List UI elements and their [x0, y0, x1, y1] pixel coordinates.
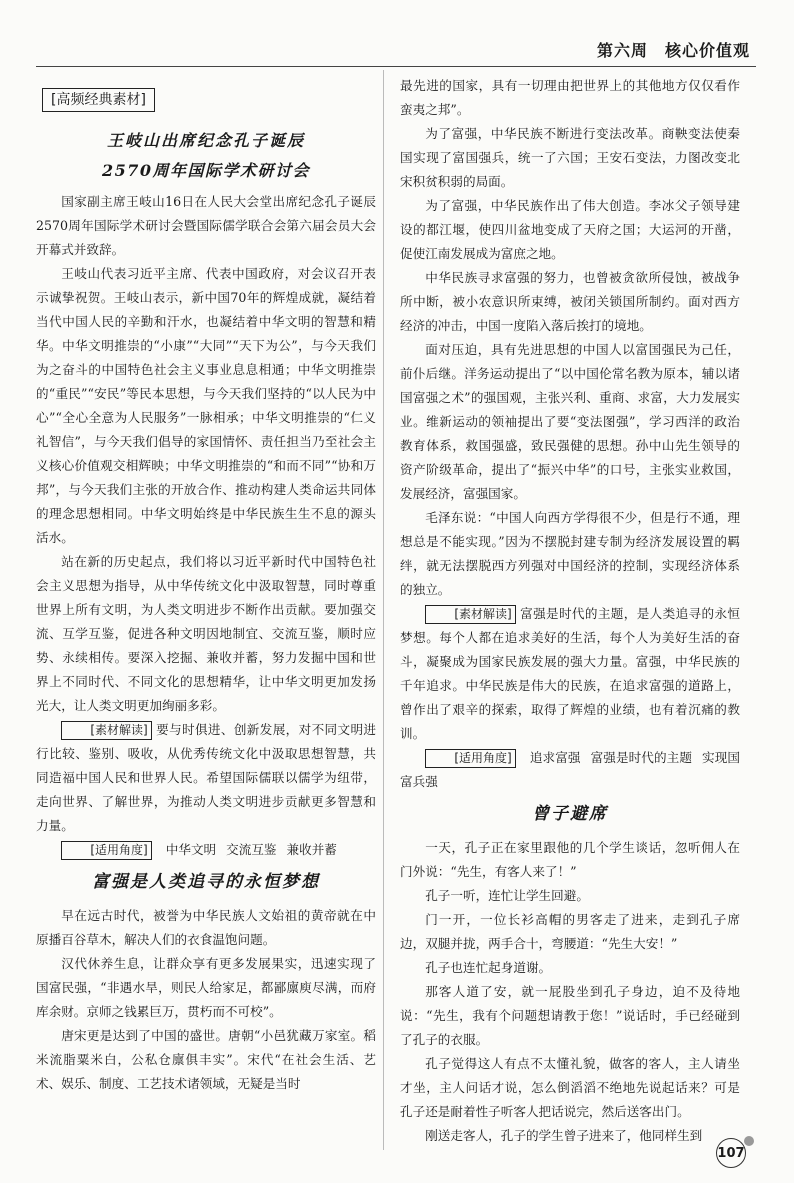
article-title: 曾子避席: [532, 804, 608, 824]
paragraph: 刚送走客人，孔子的学生曾子进来了，他同样生到: [425, 1128, 703, 1143]
paragraph: 那客人道了安，就一屁股坐到孔子身边，迫不及待地说：“先生，我有个问题想请教于您！”说话时，手已经碰到了孔子的衣服。: [400, 984, 740, 1047]
page-number: 107: [716, 1138, 746, 1168]
section-tag: [高频经典素材]: [42, 88, 155, 112]
article-title: 王岐山出席纪念孔子诞辰: [106, 131, 305, 150]
paragraph: 国家副主席王岐山16日在人民大会堂出席纪念孔子诞辰2570周年国际学术研讨会暨国际儒学联合会第六届会员大会开幕式并致辞。: [36, 194, 376, 257]
right-column: [400, 74, 740, 1148]
article-subtitle: 2570周年国际学术研讨会: [101, 161, 311, 180]
paragraph: 孔子也连忙起身道谢。: [425, 960, 552, 975]
paragraph: 为了富强，中华民族作出了伟大创造。李冰父子领导建设的都江堰，使四川盆地变成了天府之国；大运河的开凿，促使江南发展成为富庶之地。: [400, 198, 740, 261]
material-text: 富强是时代的主题，是人类追寻的永恒梦想。每个人都在追求美好的生活，每个人为美好生活的奋斗，凝聚成为国家民族发展的强大力量。富强，中华民族的千年追求。中华民族是伟大的民族，在追求富强的道路上，曾作出了艰辛的探索，取得了辉煌的业绩，也有着沉痛的教训。: [400, 606, 740, 741]
material-label: [素材解读]: [425, 605, 516, 624]
paragraph: 毛泽东说：“中国人向西方学得很不少，但是行不通，理想总是不能实现。”因为不摆脱封建专制为经济发展设置的羁绊，就无法摆脱西方列强对中国经济的控制，实现经济体系的独立。: [400, 510, 740, 597]
paragraph: 中华民族寻求富强的努力，也曾被贪欲所侵蚀，被战争所中断，被小农意识所束缚，被闭关锁国所制约。面对西方经济的冲击，中国一度陷入落后挨打的境地。: [400, 270, 740, 333]
paragraph: 孔子觉得这人有点不太懂礼貌，做客的客人，主人请坐才坐，主人问话才说，怎么倒滔滔不绝地先说起话来？可是孔子还是耐着性子听客人把话说完，然后送客出门。: [400, 1056, 740, 1119]
paragraph: 站在新的历史起点，我们将以习近平新时代中国特色社会主义思想为指导，从中华传统文化中汲取智慧，同时尊重世界上所有文明，为人类文明进步不断作出贡献。要加强交流、互学互鉴，促进各种文明因地制宜、交流互鉴，顺时应势、永续相传。要深入挖掘、兼收并蓄，努力发掘中国和世界上不同时代、不同文化的思想精华，让中华文明更加发扬光大，让人类文明更加绚丽多彩。: [36, 554, 376, 713]
paragraph-continued: 最先进的国家，具有一切理由把世界上的其他地方仅仅看作蛮夷之邦”。: [400, 78, 740, 117]
material-label: [素材解读]: [61, 721, 152, 740]
paragraph: 王岐山代表习近平主席、代表中国政府，对会议召开表示诚挚祝贺。王岐山表示，新中国70年的辉煌成就，凝结着当代中国人民的辛勤和汗水，也凝结着中华文明的智慧和精华。中华文明推崇的“小康”“大同”“天下为公”，与今天我们为之奋斗的中国特色社会主义事业息息相通；中华文明推崇的“重民”“安民”等民本思想，与今天我们坚持的“以人民为中心”“全心全意为人民服务”一脉相承；中华文明推崇的“仁义礼智信”，与今天我们倡导的家国情怀、责任担当乃至社会主义核心价值观交相辉映；中华文明推崇的“和而不同”“协和万邦”，与今天我们主张的开放合作、推动构建人类命运共同体的理念思想相同。中华文明始终是中华民族生生不息的源头活水。: [36, 266, 376, 545]
angle-keyword: 富强是时代的主题: [590, 750, 693, 765]
material-interpretation: [400, 602, 740, 746]
paragraph: 门一开，一位长衫高帽的男客走了进来，走到孔子席边，双腿并拢，两手合十，弯腰道：“先生大安！”: [400, 912, 740, 951]
paragraph: 唐宋更是达到了中国的盛世。唐朝“小邑犹藏万家室。稻米流脂粟米白，公私仓廪俱丰实”。宋代“在社会生活、艺术、娱乐、制度、工艺技术诸领域，无疑是当时: [36, 1028, 376, 1091]
column-divider: [383, 70, 384, 1150]
left-column: [36, 74, 376, 1096]
material-interpretation: [36, 718, 376, 838]
paragraph: 汉代休养生息，让群众享有更多发展果实，迅速实现了国富民强，“非遇水旱，则民人给家足，都鄙廪庾尽满，而府库余财。京师之钱累巨万，贯朽而不可校”。: [36, 956, 376, 1019]
applicable-angles: [400, 746, 740, 794]
applicable-angles: [36, 838, 376, 862]
paragraph: 一天，孔子正在家里跟他的几个学生谈话，忽听佣人在门外说：“先生，有客人来了！”: [400, 840, 740, 879]
angle-keyword: 实现国富兵强: [400, 750, 741, 789]
angle-label: [适用角度]: [425, 749, 516, 768]
paragraph: 早在远古时代，被誉为中华民族人文始祖的黄帝就在中原播百谷草木，解决人们的衣食温饱问题。: [36, 908, 376, 947]
paragraph: 孔子一听，连忙让学生回避。: [425, 888, 589, 903]
running-header: 第六周 核心价值观: [596, 41, 750, 60]
paragraph: 面对压迫，具有先进思想的中国人以富国强民为己任，前仆后继。洋务运动提出了“以中国伦常名教为原本，辅以诸国富强之术”的强国观，主张兴利、重商、求富，大力发展实业。维新运动的领袖提出了要“变法图强”，学习西洋的政治教育体系，救国强盛，致民强健的思想。孙中山先生领导的资产阶级革命，提出了“振兴中华”的口号，主张实业救国，发展经济，富强国家。: [400, 342, 740, 501]
paragraph: 为了富强，中华民族不断进行变法改革。商鞅变法使秦国实现了富国强兵，统一了六国；王安石变法，力图改变北宋积贫积弱的局面。: [400, 126, 740, 189]
material-text: 要与时俱进、创新发展，对不同文明进行比较、鉴别、吸收，从优秀传统文化中汲取思想智慧，共同造福中国人民和世界人民。希望国际儒联以儒学为纽带，走向世界、了解世界，为推动人类文明进步贡献更多智慧和力量。: [36, 722, 376, 833]
angle-keyword: 交流互鉴: [226, 842, 277, 857]
header-rule: [36, 66, 756, 67]
angle-label: [适用角度]: [61, 841, 152, 860]
angle-keyword: 中华文明: [165, 842, 217, 857]
article-title: 富强是人类追寻的永恒梦想: [92, 872, 320, 892]
decorative-dot: [744, 1136, 754, 1146]
angle-keyword: 追求富强: [529, 750, 581, 765]
angle-keyword: 兼收并蓄: [286, 842, 337, 857]
